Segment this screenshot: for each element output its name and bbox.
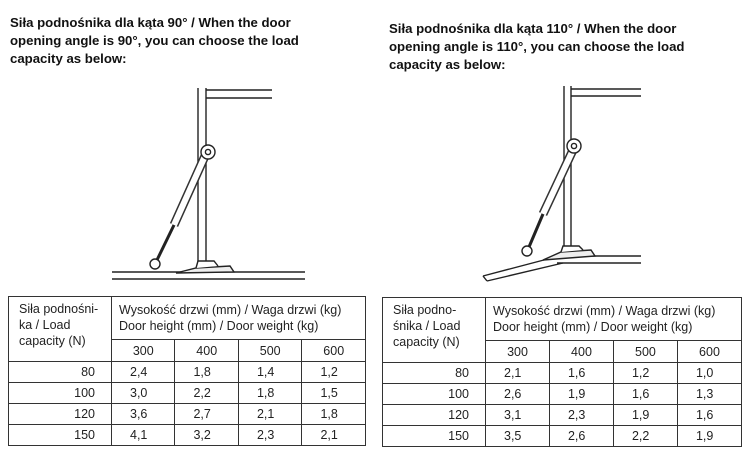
mount-bracket (543, 250, 595, 260)
caption-line: capacity as below: (10, 51, 127, 66)
table-row (9, 425, 366, 446)
header-line: Door height (mm) / Door weight (kg) (493, 320, 693, 334)
weight-cell: 1,8 (302, 404, 366, 425)
weight-cell: 2,3 (238, 425, 301, 446)
load-cell: 120 (383, 405, 486, 426)
weight-cell: 3,0 (112, 383, 175, 404)
table-row (383, 405, 742, 426)
weight-cell: 3,2 (175, 425, 238, 446)
column-header: 500 (613, 341, 677, 363)
header-line: Wysokość drzwi (mm) / Waga drzwi (kg) (119, 303, 342, 317)
gas-spring-body-inner (543, 150, 573, 214)
load-cell: 100 (9, 383, 112, 404)
weight-cell: 2,4 (112, 362, 175, 383)
weight-cell: 1,2 (302, 362, 366, 383)
table-header-row (383, 298, 742, 341)
weight-cell: 4,1 (112, 425, 175, 446)
lift-diagram-90-svg (0, 80, 368, 290)
table-row (9, 383, 366, 404)
load-table-110 (382, 297, 742, 447)
lift-diagram-110 (379, 80, 747, 290)
header-line: capacity (N) (393, 335, 460, 349)
panel-110-degrees (379, 0, 747, 451)
load-capacity-header (383, 298, 486, 363)
table-row (383, 426, 742, 447)
gas-spring-body-inner (174, 156, 205, 225)
weight-cell: 1,6 (677, 405, 741, 426)
caption-line: Siła podnośnika dla kąta 90° / When the door (10, 15, 291, 30)
header-line: śnika / Load (393, 319, 461, 333)
caption-line: capacity as below: (389, 57, 506, 72)
table-header-row (9, 297, 366, 340)
door-size-header (112, 297, 366, 340)
lower-pivot (150, 259, 160, 269)
weight-cell: 1,8 (238, 383, 301, 404)
header-line: Siła podnośni- (19, 302, 99, 316)
header-line: Wysokość drzwi (mm) / Waga drzwi (kg) (493, 304, 716, 318)
weight-cell: 1,6 (549, 363, 613, 384)
load-cell: 80 (383, 363, 486, 384)
lift-diagram-110-svg (379, 80, 747, 290)
column-header: 400 (549, 341, 613, 363)
column-header: 300 (112, 340, 175, 362)
upper-pivot (567, 139, 581, 153)
weight-cell: 1,8 (175, 362, 238, 383)
header-line: Door height (mm) / Door weight (kg) (119, 319, 319, 333)
weight-cell: 1,3 (677, 384, 741, 405)
upper-pivot (201, 145, 215, 159)
table-row (9, 404, 366, 425)
load-capacity-header (9, 297, 112, 362)
weight-cell: 3,1 (486, 405, 550, 426)
panel-caption (10, 14, 360, 68)
weight-cell: 1,9 (549, 384, 613, 405)
door-size-header (486, 298, 742, 341)
caption-line: opening angle is 90°, you can choose the load (10, 33, 299, 48)
header-line: capacity (N) (19, 334, 86, 348)
weight-cell: 1,9 (677, 426, 741, 447)
lower-pivot (522, 246, 532, 256)
weight-cell: 1,9 (613, 405, 677, 426)
tilted-door-edge (483, 276, 487, 281)
column-header: 500 (238, 340, 301, 362)
weight-cell: 2,7 (175, 404, 238, 425)
weight-cell: 2,2 (613, 426, 677, 447)
column-header: 600 (302, 340, 366, 362)
gas-spring-rod (157, 225, 174, 260)
table-row (383, 384, 742, 405)
column-header: 300 (486, 341, 550, 363)
weight-cell: 2,1 (302, 425, 366, 446)
panel-caption (389, 20, 739, 74)
weight-cell: 2,2 (175, 383, 238, 404)
weight-cell: 2,1 (238, 404, 301, 425)
weight-cell: 2,3 (549, 405, 613, 426)
column-header: 400 (175, 340, 238, 362)
weight-cell: 2,6 (486, 384, 550, 405)
caption-line: Siła podnośnika dla kąta 110° / When the door (389, 21, 677, 36)
weight-cell: 1,4 (238, 362, 301, 383)
weight-cell: 1,6 (613, 384, 677, 405)
load-table-90 (8, 296, 366, 446)
header-line: Siła podno- (393, 303, 457, 317)
weight-cell: 2,1 (486, 363, 550, 384)
load-cell: 150 (9, 425, 112, 446)
load-cell: 150 (383, 426, 486, 447)
caption-line: opening angle is 110°, you can choose the load (389, 39, 685, 54)
weight-cell: 1,0 (677, 363, 741, 384)
load-cell: 80 (9, 362, 112, 383)
lift-diagram-90 (0, 80, 368, 290)
load-cell: 120 (9, 404, 112, 425)
weight-cell: 1,5 (302, 383, 366, 404)
weight-cell: 2,6 (549, 426, 613, 447)
table-row (9, 362, 366, 383)
weight-cell: 3,5 (486, 426, 550, 447)
table-row (383, 363, 742, 384)
load-cell: 100 (383, 384, 486, 405)
weight-cell: 3,6 (112, 404, 175, 425)
header-line: ka / Load (19, 318, 71, 332)
weight-cell: 1,2 (613, 363, 677, 384)
panel-90-degrees (0, 0, 368, 451)
column-header: 600 (677, 341, 741, 363)
gas-spring-rod (529, 214, 543, 247)
